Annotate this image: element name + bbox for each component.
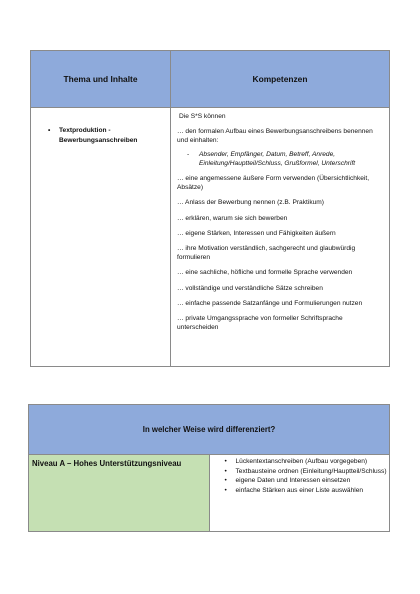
competency-item: … eigene Stärken, Interessen und Fähigkeiten äußern bbox=[177, 229, 336, 237]
dash-icon: - bbox=[187, 150, 190, 158]
bullet-icon: • bbox=[224, 467, 227, 475]
level-item bbox=[210, 467, 390, 477]
level-item bbox=[210, 476, 390, 486]
level-items-list bbox=[210, 457, 390, 495]
competency-item: … eine angemessene äußere Form verwenden (Übersichtlichkeit, Absätze) bbox=[177, 175, 370, 192]
competencies-intro: Die S*S können bbox=[179, 113, 226, 120]
competencies-header: Kompetenzen bbox=[171, 51, 390, 108]
competency-item: … vollständige und verständliche Sätze schreiben bbox=[177, 284, 323, 292]
bullet-icon: • bbox=[224, 486, 227, 494]
level-item bbox=[210, 457, 390, 467]
differentiation-header: In welcher Weise wird differenziert? bbox=[29, 405, 390, 455]
competency-item: … ihre Motivation verständlich, sachgerecht und glaubwürdig formulieren bbox=[177, 245, 356, 262]
competencies-cell bbox=[171, 108, 390, 367]
topic-list bbox=[31, 108, 170, 146]
competency-subitem bbox=[177, 150, 385, 168]
competency-item: … private Umgangssprache von formeller Schriftsprache unterscheiden bbox=[177, 315, 343, 332]
level-item-text: Lückentextanschreiben (Aufbau vorgegeben) bbox=[235, 458, 368, 465]
level-item-text: einfache Stärken aus einer Liste auswählen bbox=[235, 486, 364, 494]
competency-item: … Anlass der Bewerbung nennen (z.B. Praktikum) bbox=[177, 199, 324, 207]
bullet-icon: • bbox=[224, 458, 227, 465]
topic-item bbox=[31, 126, 170, 146]
competency-item: … den formalen Aufbau eines Bewerbungsanschreibens benennen und einhalten: bbox=[177, 128, 373, 145]
level-items-cell bbox=[209, 455, 390, 532]
level-label: Niveau A – Hohes Unterstützungsniveau bbox=[29, 455, 210, 532]
competency-item: … erklären, warum sie sich bewerben bbox=[177, 214, 288, 222]
level-item-text: eigene Daten und Interessen einsetzen bbox=[235, 477, 351, 484]
topic-cell bbox=[31, 108, 171, 367]
competencies-table bbox=[30, 50, 390, 367]
bullet-icon: • bbox=[48, 127, 51, 134]
topic-header: Thema und Inhalte bbox=[31, 51, 171, 108]
competencies-list bbox=[171, 108, 389, 332]
competency-item: … einfache passende Satzanfänge und Formulierungen nutzen bbox=[177, 299, 363, 307]
differentiation-table bbox=[28, 404, 390, 532]
competency-item: … eine sachliche, höfliche und formelle Sprache verwenden bbox=[177, 269, 353, 277]
level-item bbox=[210, 486, 390, 496]
topic-label: Textproduktion - Bewerbungsanschreiben bbox=[59, 127, 138, 144]
subitem-text: Absender, Empfänger, Datum, Betreff, Anrede, Einleitung/Hauptteil/Schluss, Grußformel, Unterschrift bbox=[199, 150, 356, 167]
bullet-icon: • bbox=[224, 477, 227, 484]
level-item-text: Textbausteine ordnen (Einleitung/Hauptteil/Schluss) bbox=[235, 467, 387, 475]
